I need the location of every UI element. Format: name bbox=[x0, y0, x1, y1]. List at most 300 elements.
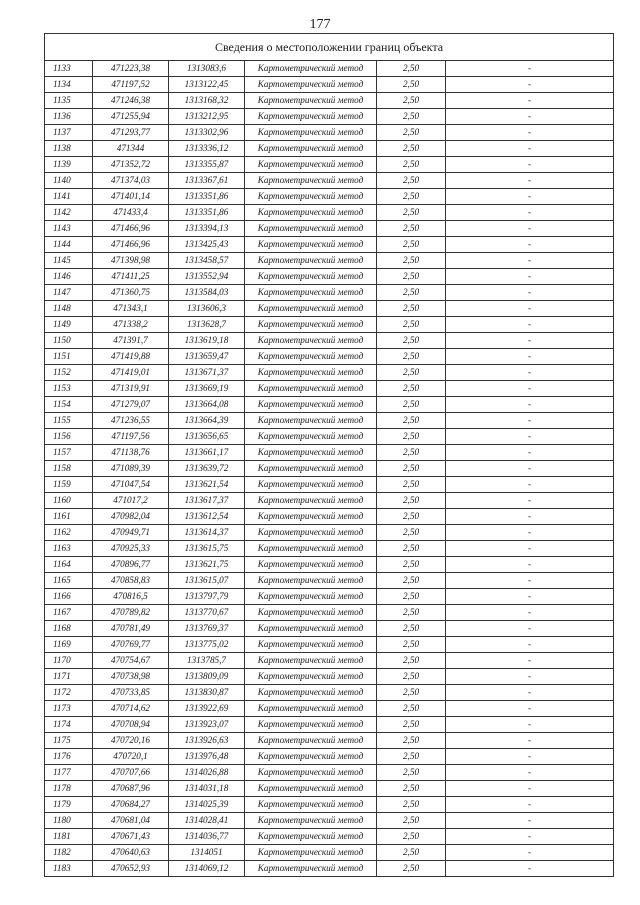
method-cell: Картометрический метод bbox=[245, 509, 377, 525]
accuracy-cell: 2,50 bbox=[377, 301, 446, 317]
coord-y: 1313168,32 bbox=[169, 93, 245, 109]
table-row bbox=[45, 717, 614, 733]
accuracy-cell: 2,50 bbox=[377, 237, 446, 253]
accuracy-cell: 2,50 bbox=[377, 61, 446, 77]
description-cell: - bbox=[446, 157, 614, 173]
accuracy-cell: 2,50 bbox=[377, 109, 446, 125]
coord-y: 1313621,75 bbox=[169, 557, 245, 573]
table-row bbox=[45, 365, 614, 381]
coord-y: 1314051 bbox=[169, 845, 245, 861]
coord-x: 471398,98 bbox=[93, 253, 169, 269]
description-cell: - bbox=[446, 429, 614, 445]
description-cell: - bbox=[446, 125, 614, 141]
coord-x: 471401,14 bbox=[93, 189, 169, 205]
point-number: 1166 bbox=[45, 589, 93, 605]
table-row bbox=[45, 669, 614, 685]
description-cell: - bbox=[446, 669, 614, 685]
coord-x: 471319,91 bbox=[93, 381, 169, 397]
coord-y: 1313122,45 bbox=[169, 77, 245, 93]
table-row bbox=[45, 61, 614, 77]
description-cell: - bbox=[446, 61, 614, 77]
coord-y: 1313614,37 bbox=[169, 525, 245, 541]
description-cell: - bbox=[446, 733, 614, 749]
point-number: 1161 bbox=[45, 509, 93, 525]
point-number: 1159 bbox=[45, 477, 93, 493]
point-number: 1168 bbox=[45, 621, 93, 637]
page-number: 177 bbox=[309, 17, 331, 32]
coord-x: 470781,49 bbox=[93, 621, 169, 637]
coord-x: 470720,16 bbox=[93, 733, 169, 749]
table-row bbox=[45, 813, 614, 829]
method-cell: Картометрический метод bbox=[245, 317, 377, 333]
point-number: 1152 bbox=[45, 365, 93, 381]
coord-x: 470720,1 bbox=[93, 749, 169, 765]
method-cell: Картометрический метод bbox=[245, 541, 377, 557]
accuracy-cell: 2,50 bbox=[377, 349, 446, 365]
table-row bbox=[45, 653, 614, 669]
accuracy-cell: 2,50 bbox=[377, 445, 446, 461]
description-cell: - bbox=[446, 189, 614, 205]
point-number: 1167 bbox=[45, 605, 93, 621]
coord-x: 471293,77 bbox=[93, 125, 169, 141]
section-title: Сведения о местоположении границ объекта bbox=[45, 34, 614, 61]
coord-x: 471352,72 bbox=[93, 157, 169, 173]
coord-y: 1313785,7 bbox=[169, 653, 245, 669]
accuracy-cell: 2,50 bbox=[377, 781, 446, 797]
point-number: 1150 bbox=[45, 333, 93, 349]
table-row bbox=[45, 477, 614, 493]
point-number: 1181 bbox=[45, 829, 93, 845]
coord-x: 470925,33 bbox=[93, 541, 169, 557]
table-row bbox=[45, 253, 614, 269]
method-cell: Картометрический метод bbox=[245, 717, 377, 733]
table-row bbox=[45, 605, 614, 621]
table-row bbox=[45, 493, 614, 509]
method-cell: Картометрический метод bbox=[245, 205, 377, 221]
method-cell: Картометрический метод bbox=[245, 845, 377, 861]
point-number: 1179 bbox=[45, 797, 93, 813]
accuracy-cell: 2,50 bbox=[377, 829, 446, 845]
point-number: 1173 bbox=[45, 701, 93, 717]
coord-x: 470687,96 bbox=[93, 781, 169, 797]
coord-x: 470708,94 bbox=[93, 717, 169, 733]
method-cell: Картометрический метод bbox=[245, 589, 377, 605]
coord-y: 1313922,69 bbox=[169, 701, 245, 717]
table-row bbox=[45, 237, 614, 253]
coord-y: 1313612,54 bbox=[169, 509, 245, 525]
accuracy-cell: 2,50 bbox=[377, 173, 446, 189]
method-cell: Картометрический метод bbox=[245, 461, 377, 477]
accuracy-cell: 2,50 bbox=[377, 621, 446, 637]
coord-y: 1313355,87 bbox=[169, 157, 245, 173]
accuracy-cell: 2,50 bbox=[377, 557, 446, 573]
accuracy-cell: 2,50 bbox=[377, 813, 446, 829]
accuracy-cell: 2,50 bbox=[377, 189, 446, 205]
coord-y: 1313302,96 bbox=[169, 125, 245, 141]
method-cell: Картометрический метод bbox=[245, 333, 377, 349]
point-number: 1137 bbox=[45, 125, 93, 141]
description-cell: - bbox=[446, 221, 614, 237]
coord-y: 1313775,02 bbox=[169, 637, 245, 653]
point-number: 1140 bbox=[45, 173, 93, 189]
description-cell: - bbox=[446, 541, 614, 557]
description-cell: - bbox=[446, 781, 614, 797]
coord-x: 471411,25 bbox=[93, 269, 169, 285]
table-row bbox=[45, 141, 614, 157]
method-cell: Картометрический метод bbox=[245, 109, 377, 125]
point-number: 1144 bbox=[45, 237, 93, 253]
point-number: 1169 bbox=[45, 637, 93, 653]
coord-y: 1313770,67 bbox=[169, 605, 245, 621]
description-cell: - bbox=[446, 77, 614, 93]
coord-y: 1313394,13 bbox=[169, 221, 245, 237]
accuracy-cell: 2,50 bbox=[377, 573, 446, 589]
coord-y: 1314028,41 bbox=[169, 813, 245, 829]
point-number: 1136 bbox=[45, 109, 93, 125]
point-number: 1171 bbox=[45, 669, 93, 685]
coord-x: 470707,66 bbox=[93, 765, 169, 781]
coord-x: 471433,4 bbox=[93, 205, 169, 221]
table-row bbox=[45, 109, 614, 125]
description-cell: - bbox=[446, 493, 614, 509]
accuracy-cell: 2,50 bbox=[377, 637, 446, 653]
coord-y: 1313976,48 bbox=[169, 749, 245, 765]
point-number: 1145 bbox=[45, 253, 93, 269]
method-cell: Картометрический метод bbox=[245, 157, 377, 173]
accuracy-cell: 2,50 bbox=[377, 269, 446, 285]
coord-y: 1313584,03 bbox=[169, 285, 245, 301]
coord-x: 470681,04 bbox=[93, 813, 169, 829]
method-cell: Картометрический метод bbox=[245, 557, 377, 573]
table-row bbox=[45, 429, 614, 445]
point-number: 1158 bbox=[45, 461, 93, 477]
accuracy-cell: 2,50 bbox=[377, 797, 446, 813]
accuracy-cell: 2,50 bbox=[377, 733, 446, 749]
table-row bbox=[45, 845, 614, 861]
accuracy-cell: 2,50 bbox=[377, 749, 446, 765]
table-row bbox=[45, 397, 614, 413]
description-cell: - bbox=[446, 589, 614, 605]
method-cell: Картометрический метод bbox=[245, 573, 377, 589]
point-number: 1134 bbox=[45, 77, 93, 93]
table-row bbox=[45, 621, 614, 637]
method-cell: Картометрический метод bbox=[245, 797, 377, 813]
accuracy-cell: 2,50 bbox=[377, 429, 446, 445]
point-number: 1172 bbox=[45, 685, 93, 701]
description-cell: - bbox=[446, 637, 614, 653]
coord-x: 471419,88 bbox=[93, 349, 169, 365]
coord-x: 470754,67 bbox=[93, 653, 169, 669]
method-cell: Картометрический метод bbox=[245, 445, 377, 461]
method-cell: Картометрический метод bbox=[245, 221, 377, 237]
accuracy-cell: 2,50 bbox=[377, 141, 446, 157]
table-row bbox=[45, 509, 614, 525]
description-cell: - bbox=[446, 621, 614, 637]
coord-x: 471236,55 bbox=[93, 413, 169, 429]
description-cell: - bbox=[446, 141, 614, 157]
point-number: 1139 bbox=[45, 157, 93, 173]
table-row bbox=[45, 317, 614, 333]
point-number: 1157 bbox=[45, 445, 93, 461]
point-number: 1143 bbox=[45, 221, 93, 237]
point-number: 1175 bbox=[45, 733, 93, 749]
point-number: 1151 bbox=[45, 349, 93, 365]
point-number: 1183 bbox=[45, 861, 93, 877]
accuracy-cell: 2,50 bbox=[377, 125, 446, 141]
description-cell: - bbox=[446, 205, 614, 221]
method-cell: Картометрический метод bbox=[245, 701, 377, 717]
table-row bbox=[45, 461, 614, 477]
coord-y: 1313425,43 bbox=[169, 237, 245, 253]
accuracy-cell: 2,50 bbox=[377, 669, 446, 685]
coord-x: 471223,38 bbox=[93, 61, 169, 77]
accuracy-cell: 2,50 bbox=[377, 509, 446, 525]
accuracy-cell: 2,50 bbox=[377, 333, 446, 349]
point-number: 1147 bbox=[45, 285, 93, 301]
point-number: 1148 bbox=[45, 301, 93, 317]
method-cell: Картометрический метод bbox=[245, 125, 377, 141]
coord-x: 471246,38 bbox=[93, 93, 169, 109]
accuracy-cell: 2,50 bbox=[377, 861, 446, 877]
table-row bbox=[45, 189, 614, 205]
method-cell: Картометрический метод bbox=[245, 77, 377, 93]
description-cell: - bbox=[446, 509, 614, 525]
point-number: 1133 bbox=[45, 61, 93, 77]
point-number: 1162 bbox=[45, 525, 93, 541]
description-cell: - bbox=[446, 829, 614, 845]
method-cell: Картометрический метод bbox=[245, 381, 377, 397]
description-cell: - bbox=[446, 797, 614, 813]
table-row bbox=[45, 173, 614, 189]
method-cell: Картометрический метод bbox=[245, 765, 377, 781]
method-cell: Картометрический метод bbox=[245, 749, 377, 765]
coord-x: 471374,03 bbox=[93, 173, 169, 189]
method-cell: Картометрический метод bbox=[245, 685, 377, 701]
method-cell: Картометрический метод bbox=[245, 173, 377, 189]
description-cell: - bbox=[446, 701, 614, 717]
method-cell: Картометрический метод bbox=[245, 413, 377, 429]
coord-x: 470949,71 bbox=[93, 525, 169, 541]
coord-y: 1313458,57 bbox=[169, 253, 245, 269]
coord-x: 471197,52 bbox=[93, 77, 169, 93]
table-row bbox=[45, 797, 614, 813]
coord-x: 470858,83 bbox=[93, 573, 169, 589]
accuracy-cell: 2,50 bbox=[377, 253, 446, 269]
coord-y: 1313606,3 bbox=[169, 301, 245, 317]
coord-y: 1313669,19 bbox=[169, 381, 245, 397]
coord-x: 470714,62 bbox=[93, 701, 169, 717]
description-cell: - bbox=[446, 765, 614, 781]
method-cell: Картометрический метод bbox=[245, 285, 377, 301]
point-number: 1170 bbox=[45, 653, 93, 669]
coord-y: 1313664,39 bbox=[169, 413, 245, 429]
coord-x: 471017,2 bbox=[93, 493, 169, 509]
coord-y: 1313809,09 bbox=[169, 669, 245, 685]
description-cell: - bbox=[446, 445, 614, 461]
description-cell: - bbox=[446, 253, 614, 269]
coordinates-sheet bbox=[44, 33, 613, 877]
description-cell: - bbox=[446, 301, 614, 317]
point-number: 1146 bbox=[45, 269, 93, 285]
description-cell: - bbox=[446, 573, 614, 589]
table-row bbox=[45, 413, 614, 429]
coord-y: 1313926,63 bbox=[169, 733, 245, 749]
description-cell: - bbox=[446, 333, 614, 349]
description-cell: - bbox=[446, 397, 614, 413]
coord-x: 470652,93 bbox=[93, 861, 169, 877]
accuracy-cell: 2,50 bbox=[377, 525, 446, 541]
description-cell: - bbox=[446, 605, 614, 621]
method-cell: Картометрический метод bbox=[245, 733, 377, 749]
coord-x: 471391,7 bbox=[93, 333, 169, 349]
table-row bbox=[45, 701, 614, 717]
description-cell: - bbox=[446, 861, 614, 877]
description-cell: - bbox=[446, 109, 614, 125]
accuracy-cell: 2,50 bbox=[377, 285, 446, 301]
coord-x: 471138,76 bbox=[93, 445, 169, 461]
point-number: 1160 bbox=[45, 493, 93, 509]
method-cell: Картометрический метод bbox=[245, 429, 377, 445]
coord-x: 471360,75 bbox=[93, 285, 169, 301]
table-row bbox=[45, 285, 614, 301]
coord-y: 1313656,65 bbox=[169, 429, 245, 445]
description-cell: - bbox=[446, 269, 614, 285]
table-row bbox=[45, 205, 614, 221]
coord-y: 1314036,77 bbox=[169, 829, 245, 845]
coord-x: 471344 bbox=[93, 141, 169, 157]
point-number: 1176 bbox=[45, 749, 93, 765]
table-row bbox=[45, 221, 614, 237]
table-row bbox=[45, 157, 614, 173]
table-row bbox=[45, 269, 614, 285]
coord-y: 1313212,95 bbox=[169, 109, 245, 125]
accuracy-cell: 2,50 bbox=[377, 541, 446, 557]
accuracy-cell: 2,50 bbox=[377, 493, 446, 509]
accuracy-cell: 2,50 bbox=[377, 461, 446, 477]
coord-x: 471466,96 bbox=[93, 221, 169, 237]
description-cell: - bbox=[446, 653, 614, 669]
table-row bbox=[45, 829, 614, 845]
coord-x: 470789,82 bbox=[93, 605, 169, 621]
description-cell: - bbox=[446, 477, 614, 493]
point-number: 1141 bbox=[45, 189, 93, 205]
point-number: 1154 bbox=[45, 397, 93, 413]
description-cell: - bbox=[446, 525, 614, 541]
table-row bbox=[45, 77, 614, 93]
method-cell: Картометрический метод bbox=[245, 93, 377, 109]
coord-y: 1313615,75 bbox=[169, 541, 245, 557]
accuracy-cell: 2,50 bbox=[377, 77, 446, 93]
coord-y: 1313615,07 bbox=[169, 573, 245, 589]
coord-y: 1313797,79 bbox=[169, 589, 245, 605]
coord-x: 470640,63 bbox=[93, 845, 169, 861]
method-cell: Картометрический метод bbox=[245, 141, 377, 157]
coord-x: 471197,56 bbox=[93, 429, 169, 445]
accuracy-cell: 2,50 bbox=[377, 221, 446, 237]
accuracy-cell: 2,50 bbox=[377, 653, 446, 669]
point-number: 1164 bbox=[45, 557, 93, 573]
coord-y: 1313830,87 bbox=[169, 685, 245, 701]
method-cell: Картометрический метод bbox=[245, 637, 377, 653]
description-cell: - bbox=[446, 461, 614, 477]
coord-y: 1313367,61 bbox=[169, 173, 245, 189]
accuracy-cell: 2,50 bbox=[377, 205, 446, 221]
coord-x: 470896,77 bbox=[93, 557, 169, 573]
method-cell: Картометрический метод bbox=[245, 621, 377, 637]
table-row bbox=[45, 589, 614, 605]
table-row bbox=[45, 749, 614, 765]
accuracy-cell: 2,50 bbox=[377, 765, 446, 781]
coord-y: 1313336,12 bbox=[169, 141, 245, 157]
description-cell: - bbox=[446, 237, 614, 253]
coord-x: 470816,5 bbox=[93, 589, 169, 605]
table-row bbox=[45, 733, 614, 749]
description-cell: - bbox=[446, 749, 614, 765]
coord-y: 1313628,7 bbox=[169, 317, 245, 333]
method-cell: Картометрический метод bbox=[245, 653, 377, 669]
table-row bbox=[45, 765, 614, 781]
accuracy-cell: 2,50 bbox=[377, 381, 446, 397]
method-cell: Картометрический метод bbox=[245, 861, 377, 877]
point-number: 1149 bbox=[45, 317, 93, 333]
description-cell: - bbox=[446, 557, 614, 573]
table-header-row bbox=[45, 34, 614, 61]
coord-x: 471419,01 bbox=[93, 365, 169, 381]
coord-x: 471255,94 bbox=[93, 109, 169, 125]
table-row bbox=[45, 445, 614, 461]
coord-y: 1313083,6 bbox=[169, 61, 245, 77]
coord-y: 1314069,12 bbox=[169, 861, 245, 877]
table-row bbox=[45, 541, 614, 557]
coord-x: 470671,43 bbox=[93, 829, 169, 845]
point-number: 1177 bbox=[45, 765, 93, 781]
coord-x: 471338,2 bbox=[93, 317, 169, 333]
description-cell: - bbox=[446, 317, 614, 333]
method-cell: Картометрический метод bbox=[245, 301, 377, 317]
accuracy-cell: 2,50 bbox=[377, 717, 446, 733]
accuracy-cell: 2,50 bbox=[377, 365, 446, 381]
description-cell: - bbox=[446, 813, 614, 829]
method-cell: Картометрический метод bbox=[245, 189, 377, 205]
point-number: 1165 bbox=[45, 573, 93, 589]
coord-x: 470733,85 bbox=[93, 685, 169, 701]
description-cell: - bbox=[446, 93, 614, 109]
point-number: 1182 bbox=[45, 845, 93, 861]
accuracy-cell: 2,50 bbox=[377, 413, 446, 429]
point-number: 1153 bbox=[45, 381, 93, 397]
method-cell: Картометрический метод bbox=[245, 813, 377, 829]
point-number: 1163 bbox=[45, 541, 93, 557]
point-number: 1178 bbox=[45, 781, 93, 797]
method-cell: Картометрический метод bbox=[245, 781, 377, 797]
coord-y: 1314026,88 bbox=[169, 765, 245, 781]
table-row bbox=[45, 93, 614, 109]
description-cell: - bbox=[446, 285, 614, 301]
method-cell: Картометрический метод bbox=[245, 61, 377, 77]
table-body bbox=[45, 61, 614, 877]
table-row bbox=[45, 781, 614, 797]
coord-y: 1313351,86 bbox=[169, 205, 245, 221]
point-number: 1174 bbox=[45, 717, 93, 733]
coord-y: 1313671,37 bbox=[169, 365, 245, 381]
coord-x: 471466,96 bbox=[93, 237, 169, 253]
table-row bbox=[45, 333, 614, 349]
method-cell: Картометрический метод bbox=[245, 669, 377, 685]
description-cell: - bbox=[446, 173, 614, 189]
method-cell: Картометрический метод bbox=[245, 237, 377, 253]
coord-x: 471047,54 bbox=[93, 477, 169, 493]
accuracy-cell: 2,50 bbox=[377, 317, 446, 333]
